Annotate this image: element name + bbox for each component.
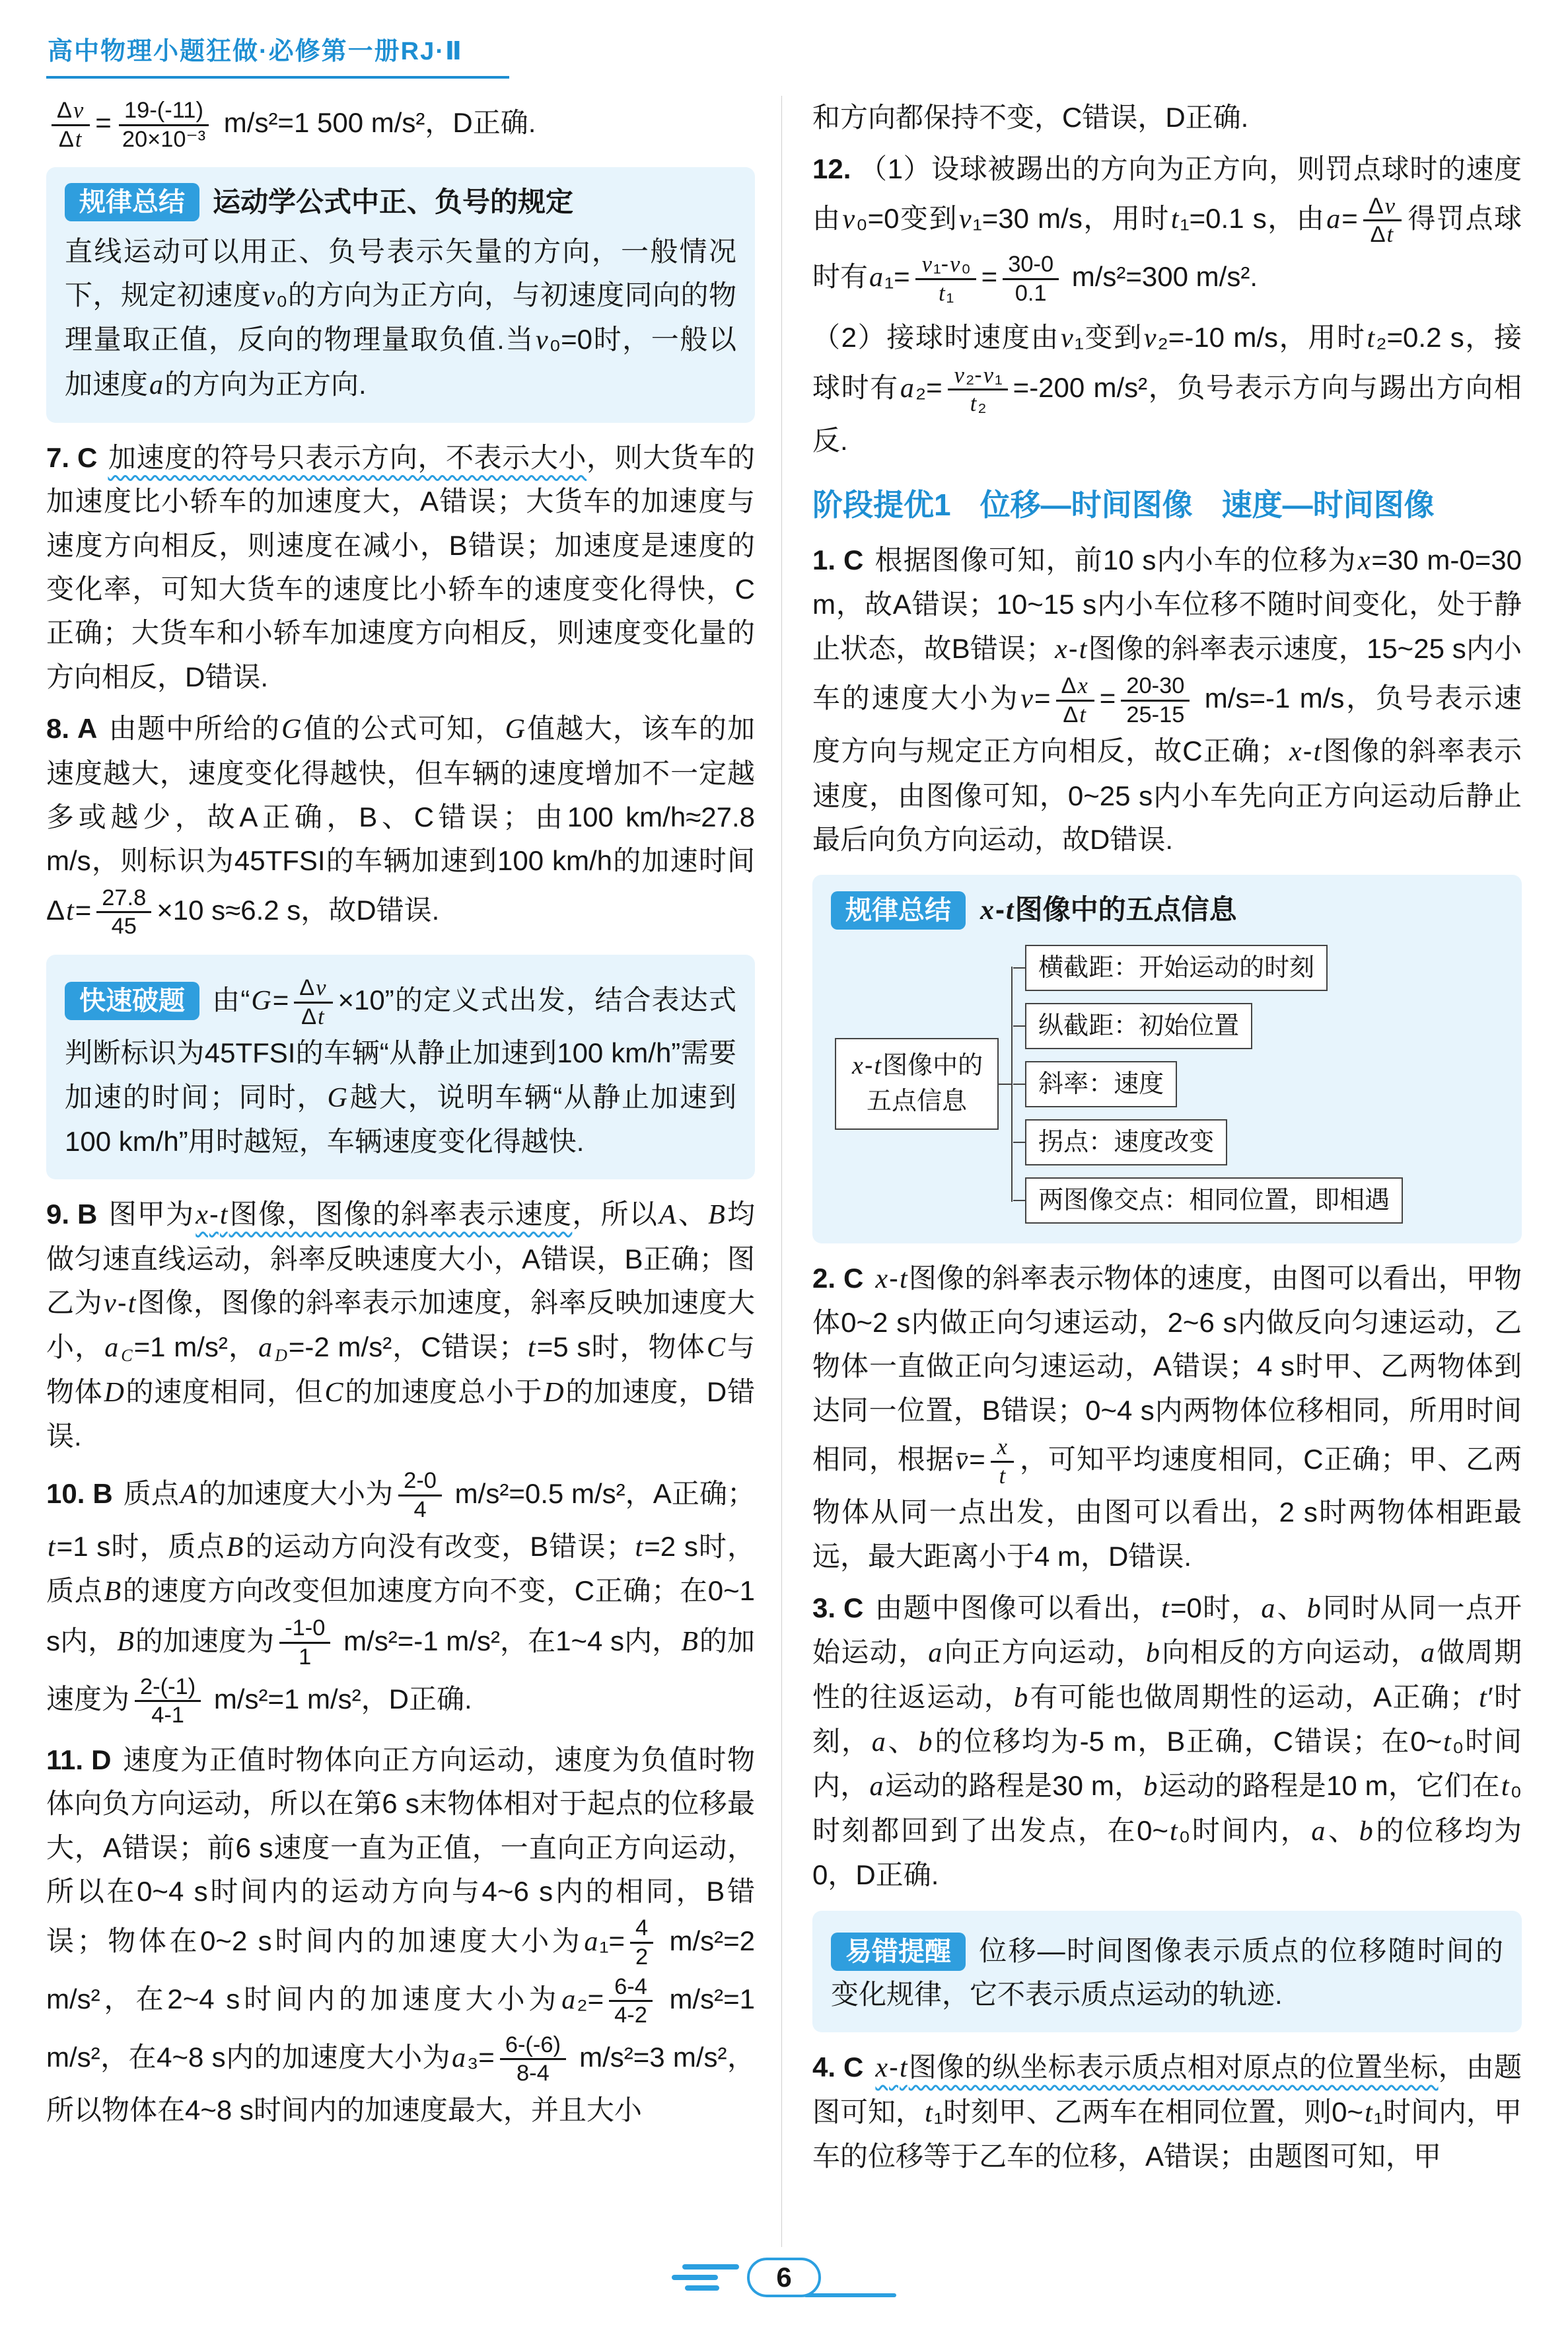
box-head xyxy=(65,180,736,224)
answer-text: x-t图像的纵坐标表示质点相对原点的位置坐标，由题图可知，t₁时刻甲、乙两车在相同位置，则0~t₁时间内，甲车的位移等于乙车的位移，A错误；由题图可知，甲 xyxy=(812,2051,1522,2172)
question-number: 4. xyxy=(812,2051,836,2083)
answer-letter: A xyxy=(77,713,98,745)
page-number-badge xyxy=(747,2258,820,2297)
answer-text: 质点A的加速度大小为 $\frac{2-0}{4}$ m/s²=0.5 m/s²，A正确；t=1 s时，质点B的运动方向没有改变，B错误；t=2 s时，质点B的速度方向改变但加速度方向不变，C正确；在0~1 s内，B的加速度为 $\frac{-1-0}{1}$ m/s²=-1 m/s²，在1~4 s内，B的加速度为 $\frac{2-(-1)}{4-1}$ m/s²=1 m/s²，D正确. xyxy=(46,1468,756,1728)
question-number: 1. xyxy=(812,544,836,575)
rule-summary-box-xt-graph xyxy=(812,875,1522,1243)
speed-lines-icon xyxy=(672,2260,758,2295)
formula-text: $\frac{\Delta v}{\Delta t}$ = $\frac{19-(-11)}{\text{20×10⁻³}}$ m/s²=1 500 m/s²，D正确. xyxy=(46,107,536,138)
quick-solve-badge: 快速破题 xyxy=(65,982,199,1020)
left-column xyxy=(46,96,782,2247)
rule-summary-box-signs xyxy=(46,167,755,423)
answer-letter: B xyxy=(92,1477,113,1509)
question-number: 12. xyxy=(812,153,851,185)
question-number: 7. xyxy=(46,442,70,474)
answer-text: 由题中所给的G值的公式可知，G值越大，该车的加速度越大，速度变化得越快，但车辆的速度增加不一定越多或越少，故A正确，B、C错误；由100 km/h≈27.8 m/s，则标识为45TFSI的车辆加速到100 km/h的加速时间Δt= $\frac{27.8}{45}$ ×10 s≈6.2 s，故D错误. xyxy=(46,713,755,940)
section-title-1: 位移—时间图像 xyxy=(980,488,1193,523)
answer-text: 和方向都保持不变，C错误，D正确. xyxy=(812,102,1249,133)
diagram-item-intersection: 两图像交点：相同位置，即相遇 xyxy=(1025,1177,1403,1224)
two-column-layout xyxy=(46,96,1522,2247)
answer-letter: C xyxy=(843,1262,864,1294)
question-number: 2. xyxy=(812,1262,836,1294)
section-label: 阶段提优1 xyxy=(812,488,951,523)
answer-item-10 xyxy=(46,1466,755,1730)
error-warning-body xyxy=(831,1929,1503,2017)
answer-item-12-part2 xyxy=(812,316,1522,462)
book-title: 高中物理小题狂做·必修第一册RJ·Ⅱ xyxy=(46,30,509,79)
diagram-root-line1: x-t图像中的 xyxy=(852,1052,983,1080)
answer-text: （2）接球时速度由v₁变到v₂=-10 m/s，用时t₂=0.2 s，接球时有a₂= $\frac{\text{v₂-v₁}}{\text{t₂}}$ =-200 m/s²，负号表示方向与踢出方向相反. xyxy=(812,322,1522,456)
answer-letter: D xyxy=(91,1744,112,1775)
error-warning-text: 位移—时间图像表示质点的位移随时间的变化规律，它不表示质点运动的轨迹. xyxy=(831,1935,1503,2010)
rule-summary-title: x-t图像中的五点信息 xyxy=(980,894,1237,926)
solution-formula-continued xyxy=(46,96,755,154)
box-head xyxy=(831,888,1503,932)
answer-item-4 xyxy=(812,2046,1522,2178)
page-footer xyxy=(46,2247,1522,2308)
diagram-item-y-intercept: 纵截距：初始位置 xyxy=(1025,1003,1252,1049)
diagram-item-x-intercept: 横截距：开始运动的时刻 xyxy=(1025,945,1328,991)
rule-summary-body: 直线运动可以用正、负号表示矢量的方向，一般情况下，规定初速度v₀的方向为正方向，与初速度同向的物理量取正值，反向的物理量取负值.当v₀=0时，一般以加速度a的方向为正方向. xyxy=(65,235,736,400)
answer-item-11-continued xyxy=(812,96,1522,139)
answer-text: x-t图像的斜率表示物体的速度，由图可以看出，甲物体0~2 s内做正向匀速运动，2~6 s内做反向匀速运动，乙物体一直做正向匀速运动，A错误；4 s时甲、乙两物体到达同一位置，B错误；0~4 s内两物体位移相同，所用时间相同，根据v̄= $\frac{x}{t}$ ，可知平均速度相同，C正确；甲、乙两物体从同一点出发，由图可以看出，2 s时两物体相距最远，最大距离小于4 m，D错误. xyxy=(812,1262,1522,1572)
question-number: 11. xyxy=(46,1744,84,1775)
page-number: 6 xyxy=(776,2262,792,2293)
quick-solve-text: 由“G= $\frac{\Delta v}{\Delta t}$ ×10”的定义式出发，结合表达式判断标识为45TFSI的车辆“从静止加速到100 km/h”需要加速的时间；同时，G越大，说明车辆“从静止加速到100 km/h”用时越短，车辆速度变化得越快. xyxy=(65,975,736,1157)
diagram-root-box xyxy=(835,1038,999,1129)
rule-summary-badge: 规律总结 xyxy=(831,891,966,930)
page-header xyxy=(46,30,1522,79)
error-warning-box xyxy=(812,1911,1522,2033)
answer-item-2 xyxy=(812,1257,1522,1578)
answer-item-12-part1 xyxy=(812,147,1522,308)
right-column xyxy=(782,96,1522,2247)
question-number: 3. xyxy=(812,1592,836,1624)
answer-text: （1）设球被踢出的方向为正方向，则罚点球时的速度由v₀=0变到v₁=30 m/s，用时t₁=0.1 s，由a= $\frac{\Delta v}{\Delta t}$ 得罚点球时有a₁= $\frac{\text{v₁-v₀}}{\text{t₁}}$ = $\frac{30-0}{0.1}$ m/s²=300 m/s². xyxy=(812,153,1522,306)
answer-letter: C xyxy=(843,544,864,575)
error-warning-badge: 易错提醒 xyxy=(831,1933,966,1971)
question-number: 9. xyxy=(46,1199,70,1230)
answer-text: 速度为正值时物体向正方向运动，速度为负值时物体向负方向运动，所以在第6 s末物体相对于起点的位移最大，A错误；前6 s速度一直为正值，一直向正方向运动，所以在0~4 s时间内的运动方向与4~6 s内的相同，B错误；物体在0~2 s时间内的加速度大小为a₁= $\frac{4}{2}$ m/s²=2 m/s²，在2~4 s时间内的加速度大小为a₂= $\frac{6-4}{4-2}$ m/s²=1 m/s²，在4~8 s内的加速度大小为a₃= $\frac{6-(-6)}{8-4}$ m/s²=3 m/s²，所以物体在4~8 s时间内的加速度最大，并且大小 xyxy=(46,1744,756,2126)
quick-solve-body xyxy=(65,973,736,1163)
footer-swoosh-line xyxy=(804,2293,896,2297)
answer-text: 加速度的符号只表示方向，不表示大小，则大货车的加速度比小轿车的加速度大，A错误；大货车的加速度与速度方向相反，则速度在减小，B错误；加速度是速度的变化率，可知大货车的速度比小轿车的速度变化得快，C正确；大货车和小轿车加速度方向相反，则速度变化量的方向相反，D错误. xyxy=(46,442,755,692)
answer-item-3 xyxy=(812,1586,1522,1898)
rule-summary-badge: 规律总结 xyxy=(65,183,199,221)
answer-letter: C xyxy=(843,2051,864,2083)
section-header-stage-improve-1 xyxy=(812,481,1522,529)
question-number: 8. xyxy=(46,713,70,745)
answer-text: 根据图像可知，前10 s内小车的位移为x=30 m-0=30 m，故A错误；10~15 s内小车位移不随时间变化，处于静止状态，故B错误；x-t图像的斜率表示速度，15~25 s内小车的速度大小为v= $\frac{\Delta x}{\Delta t}$ = $\frac{20-30}{25-15}$ m/s=-1 m/s，负号表示速度方向与规定正方向相反，故C正确；x-t图像的斜率表示速度，由图像可知，0~25 s内小车先向正方向运动后静止最后向负方向运动，故D错误. xyxy=(812,544,1522,855)
xt-graph-five-points-diagram xyxy=(835,945,1503,1224)
answer-item-8 xyxy=(46,707,755,941)
question-number: 10. xyxy=(46,1477,85,1509)
answer-item-11 xyxy=(46,1738,755,2133)
quick-solve-box xyxy=(46,955,755,1179)
answer-letter: C xyxy=(77,442,98,474)
rule-summary-title: 运动学公式中正、负号的规定 xyxy=(213,186,574,218)
diagram-items xyxy=(1025,945,1403,1224)
diagram-root-line2: 五点信息 xyxy=(867,1087,968,1115)
answer-letter: C xyxy=(843,1592,864,1624)
answer-text: 图甲为x-t图像，图像的斜率表示速度，所以A、B均做匀速直线运动，斜率反映速度大小，A错误，B正确；图乙为v-t图像，图像的斜率表示加速度，斜率反映加速度大小，a $_C$=1 m/s²，a $_D$=-2 m/s²，C错误；t=5 s时，物体C与物体D的速度相同，但C的加速度总小于D的加速度，D错误. xyxy=(46,1199,755,1452)
answer-letter: B xyxy=(77,1199,98,1230)
section-title-2: 速度—时间图像 xyxy=(1221,488,1435,523)
diagram-item-turning-point: 拐点：速度改变 xyxy=(1025,1119,1227,1165)
answer-text: 由题中图像可以看出，t=0时，a、b同时从同一点开始运动，a向正方向运动，b向相反的方向运动，a做周期性的往返运动，b有可能也做周期性的运动，A正确；t′时刻，a、b的位移均为-5 m，B正确，C错误；在0~t₀时间内，a运动的路程是30 m，b运动的路程是10 m，它们在t₀时刻都回到了出发点，在0~t₀时间内，a、b的位移均为0，D正确. xyxy=(812,1592,1522,1891)
diagram-item-slope: 斜率：速度 xyxy=(1025,1061,1177,1107)
answer-item-7 xyxy=(46,436,755,699)
answer-item-9 xyxy=(46,1193,755,1458)
answer-item-1 xyxy=(812,538,1522,862)
